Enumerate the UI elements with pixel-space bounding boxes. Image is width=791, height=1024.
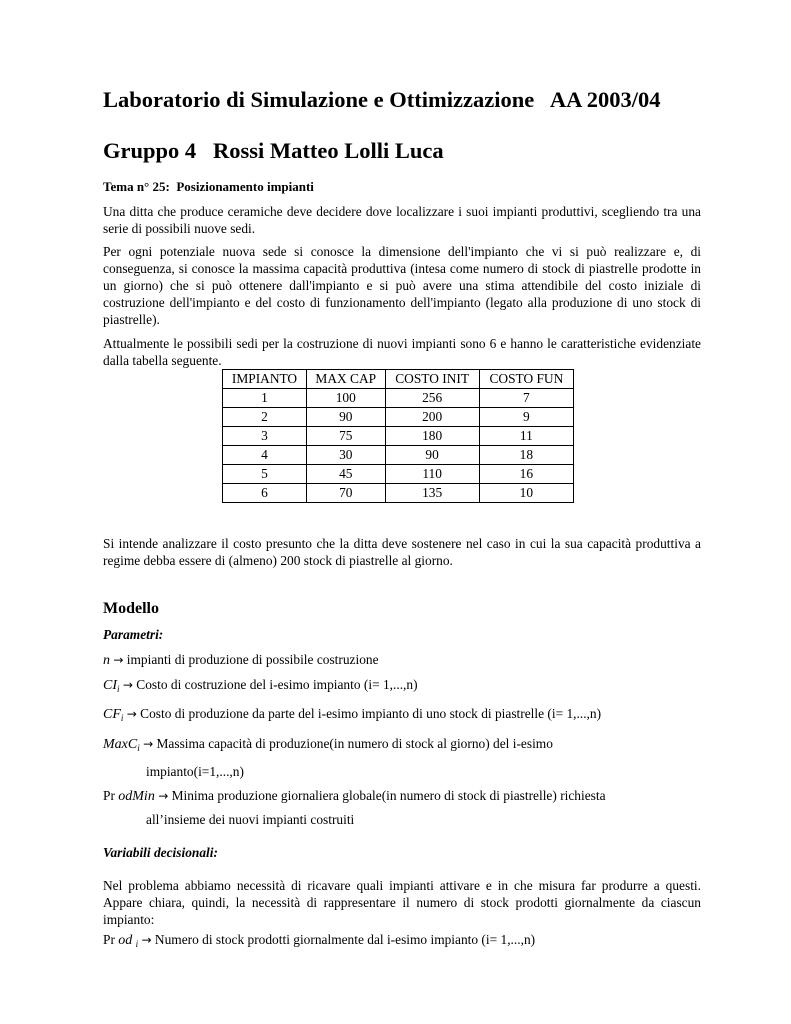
param-cf-symbol: CF bbox=[103, 707, 121, 722]
var-prod-subscript: i bbox=[135, 939, 139, 949]
param-maxc bbox=[103, 735, 553, 757]
table-cell: 7 bbox=[479, 389, 573, 408]
var-prod-symbol: od bbox=[118, 933, 133, 948]
table-row bbox=[223, 465, 574, 484]
param-cf-text: Costo di produzione da parte del i-esimo impianto di uno stock di piastrelle (i= 1,...,n) bbox=[136, 706, 602, 721]
table-row bbox=[223, 408, 574, 427]
paragraph-intro: Una ditta che produce ceramiche deve decidere dove localizzare i suoi impianti produttivi, scegliendo tra una serie di possibili nuove sedi. bbox=[103, 204, 701, 236]
table-cell: 3 bbox=[223, 427, 307, 446]
col-header-impianto: IMPIANTO bbox=[223, 370, 307, 389]
table-cell: 70 bbox=[307, 484, 386, 503]
table-header-row bbox=[223, 370, 574, 389]
table-cell: 110 bbox=[385, 465, 479, 484]
param-ci-text: Costo di costruzione del i-esimo impianto (i= 1,...,n) bbox=[132, 677, 418, 692]
table-cell: 1 bbox=[223, 389, 307, 408]
table-cell: 18 bbox=[479, 446, 573, 465]
param-cf bbox=[103, 705, 601, 727]
param-prodmin bbox=[103, 787, 606, 805]
variabili-label: Variabili decisionali: bbox=[103, 845, 218, 860]
table-cell: 135 bbox=[385, 484, 479, 503]
arrow-right-icon: → bbox=[158, 789, 169, 803]
param-n-text: impianti di produzione di possibile costruzione bbox=[123, 652, 379, 667]
parametri-label: Parametri: bbox=[103, 627, 164, 642]
param-cf-subscript: i bbox=[120, 713, 124, 723]
param-n-symbol: n bbox=[103, 653, 110, 668]
table-cell: 10 bbox=[479, 484, 573, 503]
param-maxc-symbol: MaxC bbox=[103, 737, 138, 752]
table-row bbox=[223, 389, 574, 408]
table-cell: 180 bbox=[385, 427, 479, 446]
arrow-right-icon: → bbox=[126, 707, 137, 721]
table-cell: 30 bbox=[307, 446, 386, 465]
var-prod-text: Numero di stock prodotti giornalmente dal i-esimo impianto (i= 1,...,n) bbox=[151, 932, 536, 947]
table-cell: 200 bbox=[385, 408, 479, 427]
table-cell: 90 bbox=[307, 408, 386, 427]
table-cell: 16 bbox=[479, 465, 573, 484]
tema-heading: Tema n° 25: Posizionamento impianti bbox=[103, 179, 314, 194]
table-row bbox=[223, 446, 574, 465]
arrow-right-icon: → bbox=[122, 678, 133, 692]
table-cell: 256 bbox=[385, 389, 479, 408]
param-ci bbox=[103, 676, 418, 698]
arrow-right-icon: → bbox=[113, 653, 124, 667]
param-ci-symbol: CI bbox=[103, 678, 117, 693]
var-prod bbox=[103, 931, 535, 953]
table-cell: 90 bbox=[385, 446, 479, 465]
table-cell: 45 bbox=[307, 465, 386, 484]
paragraph-variabili: Nel problema abbiamo necessità di ricavare quali impianti attivare e in che misura far produrre a questi. Appare chiara, quindi, la necessità di rappresentare il numero di stock prodotti giornalmente da ciascun impianto: bbox=[103, 878, 701, 927]
group-heading: Gruppo 4 Rossi Matteo Lolli Luca bbox=[103, 138, 444, 163]
paragraph-description: Per ogni potenziale nuova sede si conosce la dimensione dell'impianto che vi si può realizzare e, di conseguenza, si conosce la massima capacità produttiva (intesa come numero di stock di piastrelle prodotte in un giorno) che si può ottenere dall'impianto e si può avere una stima attendibile del costo iniziale di costruzione dell'impianto e del costo di funzionamento dell'impianto (legato alla produzione di uno stock di piastrelle). bbox=[103, 244, 701, 327]
param-prodmin-symbol: odMin bbox=[118, 789, 155, 804]
table-cell: 75 bbox=[307, 427, 386, 446]
col-header-costo-init: COSTO INIT bbox=[385, 370, 479, 389]
table-row bbox=[223, 427, 574, 446]
arrow-right-icon: → bbox=[143, 737, 154, 751]
param-n bbox=[103, 651, 379, 669]
table-cell: 100 bbox=[307, 389, 386, 408]
table-cell: 5 bbox=[223, 465, 307, 484]
impianti-table bbox=[222, 369, 574, 503]
col-header-max-cap: MAX CAP bbox=[307, 370, 386, 389]
arrow-right-icon: → bbox=[141, 933, 152, 947]
col-header-costo-fun: COSTO FUN bbox=[479, 370, 573, 389]
param-maxc-text: Massima capacità di produzione(in numero di stock al giorno) del i-esimo bbox=[153, 736, 553, 751]
section-modello-title: Modello bbox=[103, 600, 159, 617]
var-prod-prefix: Pr bbox=[103, 932, 119, 947]
paragraph-capacity: Si intende analizzare il costo presunto che la ditta deve sostenere nel caso in cui la sua capacità produttiva a regime debba essere di (almeno) 200 stock di piastrelle al giorno. bbox=[103, 536, 701, 568]
table-cell: 2 bbox=[223, 408, 307, 427]
param-ci-subscript: i bbox=[117, 684, 120, 694]
param-maxc-continuation: impianto(i=1,...,n) bbox=[146, 764, 244, 779]
param-prodmin-text: Minima produzione giornaliera globale(in numero di stock di piastrelle) richiesta bbox=[168, 788, 606, 803]
param-prodmin-continuation: all’insieme dei nuovi impianti costruiti bbox=[146, 812, 355, 827]
table-cell: 9 bbox=[479, 408, 573, 427]
paragraph-table-intro: Attualmente le possibili sedi per la costruzione di nuovi impianti sono 6 e hanno le caratteristiche evidenziate dalla tabella seguente. bbox=[103, 336, 701, 368]
param-maxc-subscript: i bbox=[137, 743, 140, 753]
table-cell: 11 bbox=[479, 427, 573, 446]
param-prodmin-prefix: Pr bbox=[103, 788, 119, 803]
table-row bbox=[223, 484, 574, 503]
document-title: Laboratorio di Simulazione e Ottimizzazione AA 2003/04 bbox=[103, 87, 661, 112]
table-cell: 6 bbox=[223, 484, 307, 503]
table-cell: 4 bbox=[223, 446, 307, 465]
